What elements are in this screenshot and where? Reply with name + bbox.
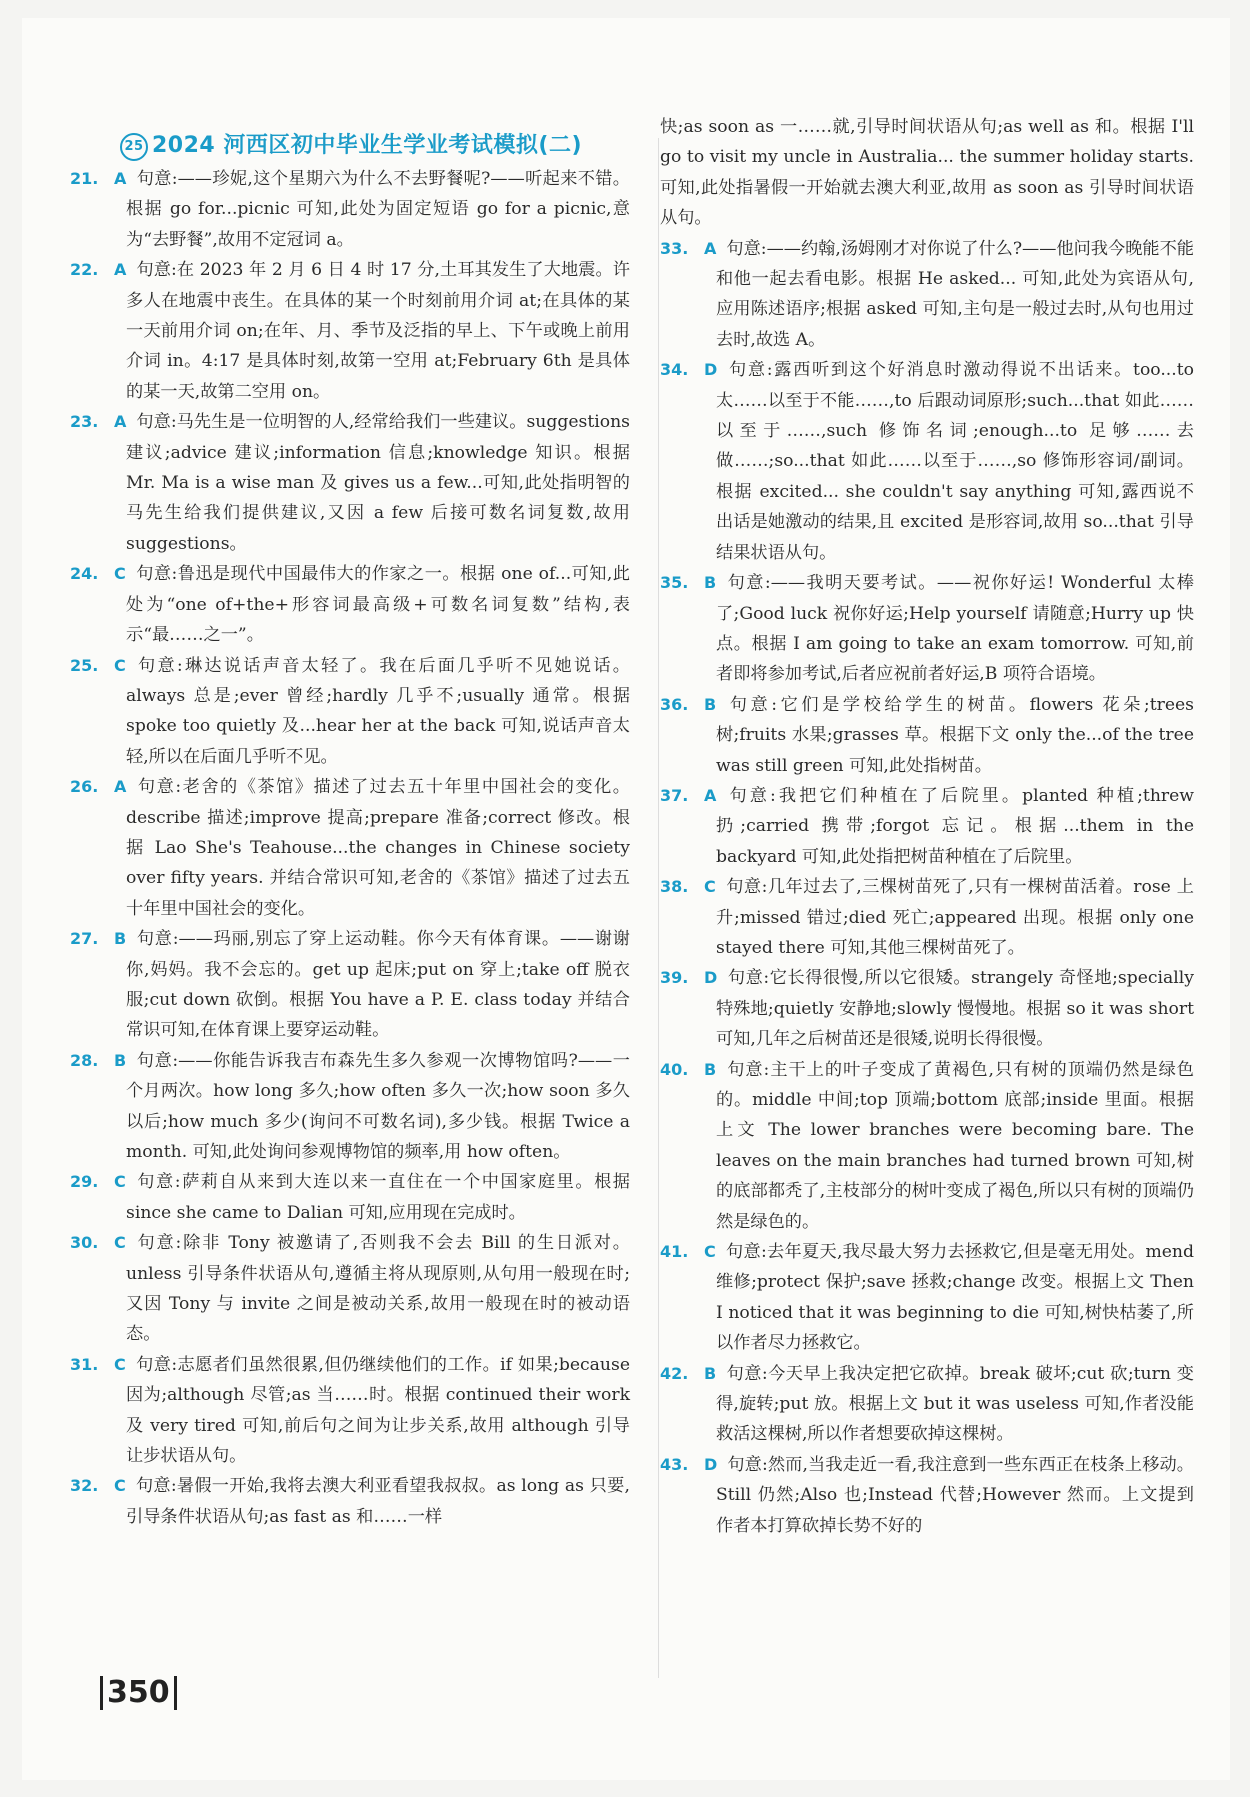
answer-letter: A: [114, 777, 127, 797]
explanation-text: 句意:露西听到这个好消息时激动得说不出话来。too...to 太……以至于不能……,to 后跟动词原形;such...that 如此……以至于……,such 修饰名词;enough...to 足够……去做……;so...that 如此……以至于……,so 修饰形容词/副词。根据 excited... she couldn't say anything 可知,露西说不出话是她激动的结果,且 excited 是形容词,故用 so...that 引导结果状语从句。: [716, 360, 1194, 563]
explanation-text: 句意:去年夏天,我尽最大努力去拯救它,但是毫无用处。mend 维修;protect 保护;save 拯救;change 改变。根据上文 Then I noticed that it was beginning to die 可知,树快枯萎了,所以作者尽力拯救它。: [716, 1242, 1194, 1354]
answer-entry: [660, 872, 1194, 963]
answer-letter: D: [704, 1454, 718, 1474]
question-number: 21.: [70, 169, 99, 188]
explanation-text: 句意:鲁迅是现代中国最伟大的作家之一。根据 one of...可知,此处为“one of+the+形容词最高级+可数名词复数”结构,表示“最……之一”。: [126, 564, 630, 646]
answer-entry: [70, 407, 630, 559]
question-number: 40.: [660, 1059, 689, 1079]
column-divider: [658, 138, 659, 1678]
explanation-text: 句意:主干上的叶子变成了黄褐色,只有树的顶端仍然是绿色的。middle 中间;top 顶端;bottom 底部;inside 里面。根据上文 The lower branches were becoming bare. The leaves on the main branches had turned brown 可知,树的底部都秃了,主枝部分的树叶变成了褐色,所以只有树的顶端仍然是绿色的。: [716, 1059, 1194, 1232]
explanation-text: 句意:——珍妮,这个星期六为什么不去野餐呢?——听起来不错。根据 go for...picnic 可知,此处为固定短语 go for a picnic,意为“去野餐”,故用不定冠词 a。: [126, 169, 630, 250]
explanation-text: 句意:琳达说话声音太轻了。我在后面几乎听不见她说话。always 总是;ever 曾经;hardly 几乎不;usually 通常。根据 spoke too quietly 及...hear her at the back 可知,说话声音太轻,所以在后面几乎听不见。: [126, 655, 630, 767]
explanation-text: 句意:它长得很慢,所以它很矮。strangely 奇怪地;specially 特殊地;quietly 安静地;slowly 慢慢地。根据 so it was short 可知,几年之后树苗还是很矮,说明长得很慢。: [716, 968, 1194, 1050]
explanation-text: 句意:几年过去了,三棵树苗死了,只有一棵树苗活着。rose 上升;missed 错过;died 死亡;appeared 出现。根据 only one stayed there 可知,其他三棵树苗死了。: [716, 877, 1194, 958]
question-number: 42.: [660, 1363, 689, 1383]
explanation-text: 句意:它们是学校给学生的树苗。flowers 花朵;trees 树;fruits 水果;grasses 草。根据下文 only the...of the tree was still green 可知,此处指树苗。: [716, 694, 1194, 776]
question-number: 22.: [70, 260, 99, 280]
explanation-text: 句意:在 2023 年 2 月 6 日 4 时 17 分,土耳其发生了大地震。许多人在地震中丧生。在具体的某一个时刻前用介词 at;在具体的某一天前用介词 on;在年、月、季节及泛指的早上、下午或晚上前用介词 in。4:17 是具体时刻,故第一空用 at;February 6th 是具体的某一天,故第二空用 on。: [126, 260, 630, 402]
answer-entry: [70, 255, 630, 407]
answer-letter: B: [704, 573, 717, 593]
question-number: 39.: [660, 968, 689, 988]
question-number: 33.: [660, 238, 689, 258]
answer-entry: [70, 1350, 630, 1472]
question-number: 25.: [70, 655, 99, 675]
right-column: [660, 112, 1194, 1541]
answer-entry: [70, 924, 630, 1046]
answer-letter: A: [704, 785, 717, 805]
answer-letter: B: [704, 1059, 717, 1079]
question-number: 27.: [70, 929, 99, 949]
question-number: 43.: [660, 1454, 689, 1474]
question-number: 35.: [660, 573, 689, 593]
answer-entry: [70, 651, 630, 773]
answer-letter: B: [114, 929, 127, 949]
answer-letter: C: [114, 1476, 126, 1496]
explanation-text: 句意:我把它们种植在了后院里。planted 种植;threw 扔;carried 携带;forgot 忘记。根据...them in the backyard 可知,此处指把树苗种植在了后院里。: [716, 785, 1194, 867]
explanation-text: 句意:萨莉自从来到大连以来一直住在一个中国家庭里。根据 since she came to Dalian 可知,应用现在完成时。: [126, 1172, 630, 1223]
question-number: 26.: [70, 777, 99, 797]
question-number: 32.: [70, 1476, 99, 1496]
explanation-text: 句意:——约翰,汤姆刚才对你说了什么?——他问我今晚能不能和他一起去看电影。根据 He asked... 可知,此处为宾语从句,应用陈述语序;根据 asked 可知,主句是一般过去时,从句也用过去时,故选 A。: [716, 238, 1194, 350]
explanation-text: 句意:老舍的《茶馆》描述了过去五十年里中国社会的变化。describe 描述;improve 提高;prepare 准备;correct 修改。根据 Lao She's Teahouse...the changes in Chinese society over fifty years. 并结合常识可知,老舍的《茶馆》描述了过去五十年里中国社会的变化。: [126, 777, 630, 919]
explanation-text: 句意:——玛丽,别忘了穿上运动鞋。你今天有体育课。——谢谢你,妈妈。我不会忘的。get up 起床;put on 穿上;take off 脱衣服;cut down 砍倒。根据 You have a P. E. class today 并结合常识可知,在体育课上要穿运动鞋。: [126, 929, 630, 1041]
answer-letter: D: [704, 968, 718, 988]
answer-letter: B: [704, 694, 717, 714]
explanation-text: 句意:志愿者们虽然很累,但仍继续他们的工作。if 如果;because 因为;although 尽管;as 当……时。根据 continued their work 及 very tired 可知,前后句之间为让步关系,故用 although 引导让步状语从句。: [126, 1354, 630, 1467]
answer-entry: [660, 963, 1194, 1054]
answer-entry: [660, 781, 1194, 872]
answer-entry: [660, 112, 1194, 234]
answer-letter: A: [704, 238, 717, 258]
answer-entry: [660, 1055, 1194, 1237]
explanation-text: 快;as soon as 一……就,引导时间状语从句;as well as 和。根据 I'll go to visit my uncle in Australia... the summer holiday starts. 可知,此处指暑假一开始就去澳大利亚,故用 as soon as 引导时间状语从句。: [660, 117, 1194, 229]
answer-entry: [660, 1359, 1194, 1450]
question-number: 38.: [660, 877, 689, 897]
question-number: 37.: [660, 785, 689, 805]
question-number: 41.: [660, 1242, 689, 1262]
section-title: 2024 河西区初中毕业生学业考试模拟(二): [152, 133, 583, 158]
explanation-text: 句意:除非 Tony 被邀请了,否则我不会去 Bill 的生日派对。unless 引导条件状语从句,遵循主将从现原则,从句用一般现在时;又因 Tony 与 invite 之间是被动关系,故用一般现在时的被动语态。: [126, 1233, 630, 1345]
answer-letter: C: [114, 1354, 126, 1374]
answer-entry: [660, 1450, 1194, 1541]
right-entries: [660, 112, 1194, 1541]
explanation-text: 句意:今天早上我决定把它砍掉。break 破坏;cut 砍;turn 变得,旋转;put 放。根据上文 but it was useless 可知,作者没能救活这棵树,所以作者想要砍掉这棵树。: [716, 1363, 1194, 1445]
question-number: 24.: [70, 564, 99, 584]
answer-entry: [660, 355, 1194, 568]
answer-letter: A: [114, 260, 127, 280]
answer-letter: A: [114, 169, 127, 188]
explanation-text: 句意:——你能告诉我吉布森先生多久参观一次博物馆吗?——一个月两次。how long 多久;how often 多久一次;how soon 多久以后;how much 多少(询问不可数名词),多少钱。根据 Twice a month. 可知,此处询问参观博物馆的频率,用 how often。: [126, 1050, 630, 1162]
explanation-text: 句意:暑假一开始,我将去澳大利亚看望我叔叔。as long as 只要,引导条件状语从句;as fast as 和……一样: [126, 1476, 630, 1527]
answer-letter: C: [704, 877, 716, 897]
answer-entry: [70, 559, 630, 650]
left-entries: [70, 164, 630, 1532]
explanation-text: 句意:——我明天要考试。——祝你好运! Wonderful 太棒了;Good luck 祝你好运;Help yourself 请随意;Hurry up 快点。根据 I am going to take an exam tomorrow. 可知,前者即将参加考试,后者应祝前者好运,B 项符合语境。: [716, 573, 1194, 685]
answer-entry: [70, 1228, 630, 1350]
question-number: 30.: [70, 1233, 99, 1253]
answer-letter: C: [704, 1242, 716, 1262]
answer-entry: [70, 1167, 630, 1228]
section-badge: 25: [120, 133, 148, 161]
answer-entry: [70, 1046, 630, 1168]
answer-entry: [70, 164, 630, 255]
answer-letter: C: [114, 1233, 126, 1253]
answer-entry: [70, 772, 630, 924]
answer-entry: [70, 1471, 630, 1532]
answer-letter: B: [114, 1050, 127, 1070]
question-number: 31.: [70, 1354, 99, 1374]
question-number: 36.: [660, 694, 689, 714]
question-number: 28.: [70, 1050, 99, 1070]
answer-letter: C: [114, 564, 126, 584]
answer-entry: [660, 234, 1194, 356]
page-number: 350: [100, 1676, 177, 1710]
answer-letter: B: [704, 1363, 717, 1383]
answer-letter: C: [114, 1172, 126, 1192]
answer-entry: [660, 568, 1194, 690]
section-heading: [120, 128, 640, 161]
answer-letter: D: [704, 360, 718, 380]
question-number: 34.: [660, 360, 689, 380]
answer-letter: C: [114, 655, 126, 675]
answer-entry: [660, 690, 1194, 781]
question-number: 23.: [70, 412, 99, 432]
answer-entry: [660, 1237, 1194, 1359]
question-number: 29.: [70, 1172, 99, 1192]
explanation-text: 句意:马先生是一位明智的人,经常给我们一些建议。suggestions 建议;advice 建议;information 信息;knowledge 知识。根据 Mr. Ma is a wise man 及 gives us a few...可知,此处指明智的马先生给我们提供建议,又因 a few 后接可数名词复数,故用 suggestions。: [126, 412, 630, 554]
explanation-text: 句意:然而,当我走近一看,我注意到一些东西正在枝条上移动。Still 仍然;Also 也;Instead 代替;However 然而。上文提到作者本打算砍掉长势不好的: [716, 1454, 1194, 1536]
answer-letter: A: [114, 412, 127, 432]
